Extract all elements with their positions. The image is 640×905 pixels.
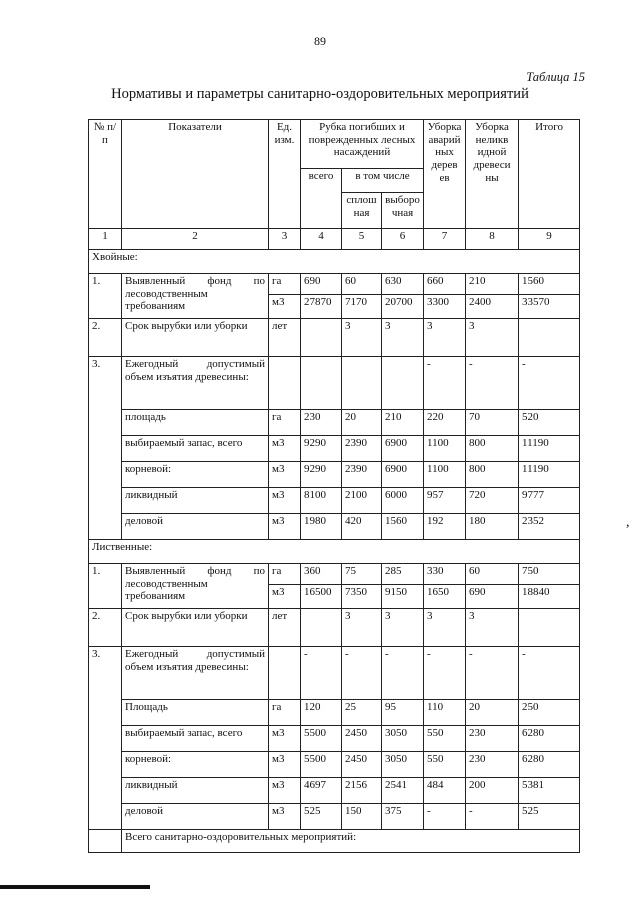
unit-cell [269, 357, 301, 410]
value-cell: - [466, 647, 519, 700]
sub-label: ликвидный [122, 488, 269, 514]
value-cell: 550 [424, 752, 466, 778]
footer-rule [0, 885, 150, 889]
row-number [89, 830, 122, 853]
value-cell [301, 357, 342, 410]
term-row [89, 609, 580, 647]
value-cell: 3 [382, 319, 424, 357]
section-title-row [89, 250, 580, 274]
header-illiquid: Уборка неликв идной древеси ны [466, 120, 519, 229]
section-title: Лиственные: [89, 540, 580, 564]
value-cell: 630 [382, 274, 424, 295]
value-cell: 3 [424, 319, 466, 357]
value-cell: 60 [466, 564, 519, 585]
value-cell: 33570 [519, 295, 580, 319]
value-cell: 2541 [382, 778, 424, 804]
unit-cell: га [269, 700, 301, 726]
sub-label: выбираемый запас, всего [122, 436, 269, 462]
value-cell: 180 [466, 514, 519, 540]
value-cell: 5381 [519, 778, 580, 804]
sub-label: деловой [122, 514, 269, 540]
value-cell: 2156 [342, 778, 382, 804]
value-cell [301, 319, 342, 357]
row-label: Ежегодный допустимый объем изъятия древесины: [122, 647, 269, 700]
value-cell [519, 609, 580, 647]
total-row [89, 830, 580, 853]
header-felling: Рубка погибших и поврежденных лесных насаждений [301, 120, 424, 169]
value-cell: 800 [466, 436, 519, 462]
value-cell: 3050 [382, 726, 424, 752]
value-cell: 7170 [342, 295, 382, 319]
header-sum: Итого [519, 120, 580, 229]
unit-cell: га [269, 564, 301, 585]
sub-row [89, 410, 580, 436]
fund-row [89, 274, 580, 295]
row-label: Срок вырубки или уборки [122, 319, 269, 357]
unit-cell: м3 [269, 488, 301, 514]
value-cell: 5500 [301, 726, 342, 752]
value-cell: 7350 [342, 585, 382, 609]
row-number: 2. [89, 319, 122, 357]
value-cell: 120 [301, 700, 342, 726]
value-cell: 520 [519, 410, 580, 436]
unit-cell: м3 [269, 514, 301, 540]
value-cell: 3300 [424, 295, 466, 319]
value-cell: 9150 [382, 585, 424, 609]
value-cell [519, 319, 580, 357]
sub-row [89, 700, 580, 726]
value-cell: 2390 [342, 462, 382, 488]
value-cell: 360 [301, 564, 342, 585]
value-cell: 484 [424, 778, 466, 804]
value-cell: 20700 [382, 295, 424, 319]
value-cell: 210 [466, 274, 519, 295]
value-cell: - [424, 804, 466, 830]
value-cell: - [301, 647, 342, 700]
value-cell: 285 [382, 564, 424, 585]
column-number: 7 [424, 229, 466, 250]
value-cell: 27870 [301, 295, 342, 319]
unit-cell: лет [269, 319, 301, 357]
value-cell: 6280 [519, 726, 580, 752]
sub-row [89, 804, 580, 830]
table-label: Таблица 15 [526, 70, 585, 84]
value-cell: 2450 [342, 752, 382, 778]
value-cell: 2100 [342, 488, 382, 514]
value-cell: 330 [424, 564, 466, 585]
value-cell: 70 [466, 410, 519, 436]
unit-cell: м3 [269, 585, 301, 609]
row-number: 3. [89, 357, 122, 540]
value-cell: 11190 [519, 462, 580, 488]
allowable-row [89, 357, 580, 410]
value-cell: 1100 [424, 436, 466, 462]
value-cell: 1980 [301, 514, 342, 540]
value-cell: - [466, 804, 519, 830]
column-number: 2 [122, 229, 269, 250]
header-selective: выборо чная [382, 193, 424, 229]
unit-cell [269, 647, 301, 700]
value-cell: - [424, 357, 466, 410]
value-cell: 110 [424, 700, 466, 726]
value-cell: 220 [424, 410, 466, 436]
value-cell: 6000 [382, 488, 424, 514]
sub-label: корневой: [122, 462, 269, 488]
section-title: Хвойные: [89, 250, 580, 274]
column-number: 8 [466, 229, 519, 250]
value-cell: 230 [466, 752, 519, 778]
sub-label: ликвидный [122, 778, 269, 804]
value-cell: 3050 [382, 752, 424, 778]
row-label: Выявленный фонд по лесоводственным требованиям [122, 274, 269, 319]
row-number: 1. [89, 274, 122, 319]
unit-cell: м3 [269, 778, 301, 804]
row-number: 2. [89, 609, 122, 647]
value-cell: - [519, 357, 580, 410]
scan-mark: , [626, 515, 630, 530]
unit-cell: лет [269, 609, 301, 647]
unit-cell: м3 [269, 804, 301, 830]
value-cell: 9290 [301, 462, 342, 488]
value-cell: 690 [301, 274, 342, 295]
header-unit: Ед. изм. [269, 120, 301, 229]
value-cell: 525 [301, 804, 342, 830]
header-total-felling: всего [301, 169, 342, 229]
unit-cell: га [269, 274, 301, 295]
value-cell: 375 [382, 804, 424, 830]
value-cell: 420 [342, 514, 382, 540]
value-cell: - [424, 647, 466, 700]
total-label: Всего санитарно-оздоровительных мероприятий: [122, 830, 580, 853]
sub-label: площадь [122, 410, 269, 436]
value-cell [382, 357, 424, 410]
value-cell: 75 [342, 564, 382, 585]
value-cell: 2352 [519, 514, 580, 540]
value-cell: 1560 [382, 514, 424, 540]
row-label: Срок вырубки или уборки [122, 609, 269, 647]
sub-row [89, 514, 580, 540]
value-cell: 3 [466, 609, 519, 647]
value-cell: 200 [466, 778, 519, 804]
value-cell: 720 [466, 488, 519, 514]
value-cell: 3 [382, 609, 424, 647]
column-number: 4 [301, 229, 342, 250]
unit-cell: м3 [269, 462, 301, 488]
value-cell: 6900 [382, 436, 424, 462]
sub-row [89, 778, 580, 804]
sub-row [89, 462, 580, 488]
sub-row [89, 488, 580, 514]
header-indicators: Показатели [122, 120, 269, 229]
sub-row [89, 726, 580, 752]
column-number: 3 [269, 229, 301, 250]
value-cell: 95 [382, 700, 424, 726]
page-number: 89 [314, 34, 326, 48]
value-cell: 1650 [424, 585, 466, 609]
value-cell: 18840 [519, 585, 580, 609]
column-number-row [89, 229, 580, 250]
value-cell: 20 [342, 410, 382, 436]
value-cell: 5500 [301, 752, 342, 778]
value-cell: 9290 [301, 436, 342, 462]
fund-row [89, 564, 580, 585]
value-cell: 2450 [342, 726, 382, 752]
allowable-row [89, 647, 580, 700]
value-cell: 957 [424, 488, 466, 514]
column-number: 1 [89, 229, 122, 250]
value-cell: 800 [466, 462, 519, 488]
value-cell: 1560 [519, 274, 580, 295]
column-number: 9 [519, 229, 580, 250]
header-emergency: Уборка аварий ных дерев ев [424, 120, 466, 229]
unit-cell: м3 [269, 295, 301, 319]
unit-cell: га [269, 410, 301, 436]
value-cell: 3 [342, 319, 382, 357]
value-cell: 150 [342, 804, 382, 830]
sub-row [89, 436, 580, 462]
value-cell: 550 [424, 726, 466, 752]
value-cell: 3 [424, 609, 466, 647]
header-num: № п/п [89, 120, 122, 229]
sub-label: деловой [122, 804, 269, 830]
value-cell: 2390 [342, 436, 382, 462]
header-incl: в том числе [342, 169, 424, 193]
value-cell: 192 [424, 514, 466, 540]
value-cell: 11190 [519, 436, 580, 462]
value-cell: 2400 [466, 295, 519, 319]
value-cell: 210 [382, 410, 424, 436]
value-cell: 16500 [301, 585, 342, 609]
value-cell: 1100 [424, 462, 466, 488]
value-cell: 660 [424, 274, 466, 295]
sub-label: выбираемый запас, всего [122, 726, 269, 752]
value-cell: 3 [342, 609, 382, 647]
unit-cell: м3 [269, 726, 301, 752]
sanitary-measures-table [88, 119, 580, 853]
value-cell: 750 [519, 564, 580, 585]
sub-label: корневой: [122, 752, 269, 778]
value-cell: 4697 [301, 778, 342, 804]
row-number: 1. [89, 564, 122, 609]
value-cell: - [342, 647, 382, 700]
value-cell: 25 [342, 700, 382, 726]
value-cell: 230 [466, 726, 519, 752]
unit-cell: м3 [269, 752, 301, 778]
value-cell: 3 [466, 319, 519, 357]
column-number: 6 [382, 229, 424, 250]
value-cell: 250 [519, 700, 580, 726]
value-cell: - [466, 357, 519, 410]
sub-row [89, 752, 580, 778]
row-label: Выявленный фонд по лесоводственным требованиям [122, 564, 269, 609]
value-cell: 8100 [301, 488, 342, 514]
value-cell [301, 609, 342, 647]
value-cell: - [382, 647, 424, 700]
unit-cell: м3 [269, 436, 301, 462]
section-title-row [89, 540, 580, 564]
value-cell: - [519, 647, 580, 700]
table-title: Нормативы и параметры санитарно-оздоровительных мероприятий [111, 86, 529, 102]
value-cell: 690 [466, 585, 519, 609]
value-cell: 60 [342, 274, 382, 295]
value-cell: 9777 [519, 488, 580, 514]
value-cell [342, 357, 382, 410]
value-cell: 6280 [519, 752, 580, 778]
value-cell: 6900 [382, 462, 424, 488]
sub-label: Площадь [122, 700, 269, 726]
row-label: Ежегодный допустимый объем изъятия древесины: [122, 357, 269, 410]
row-number: 3. [89, 647, 122, 830]
value-cell: 20 [466, 700, 519, 726]
header-clear: сплош ная [342, 193, 382, 229]
value-cell: 230 [301, 410, 342, 436]
value-cell: 525 [519, 804, 580, 830]
column-number: 5 [342, 229, 382, 250]
term-row [89, 319, 580, 357]
